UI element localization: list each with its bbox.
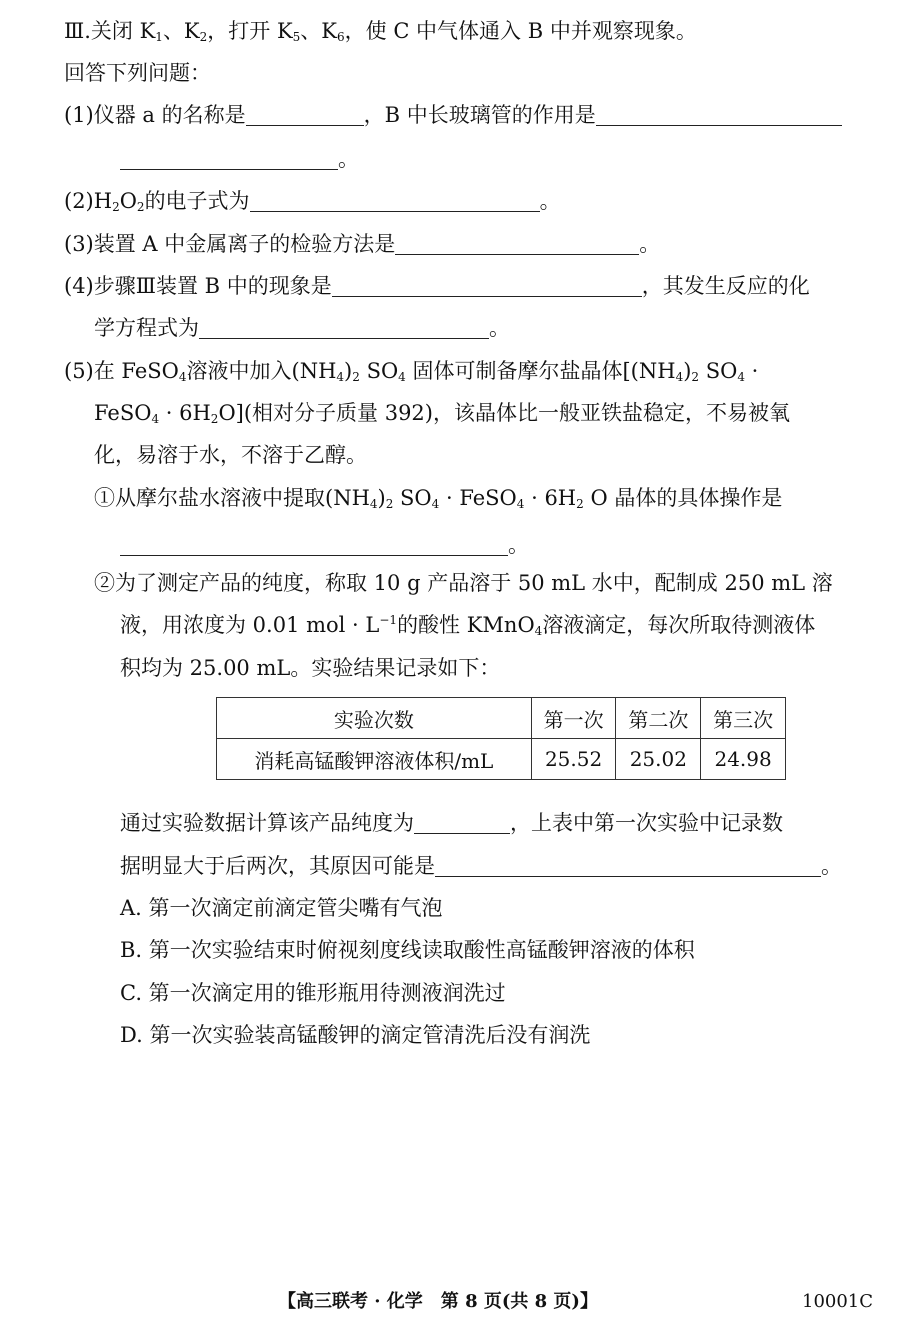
calculation-text-c: 据明显大于后两次，其原因可能是 (120, 854, 435, 878)
answer-blank-4a[interactable] (332, 274, 642, 297)
answer-blank-1b[interactable] (596, 103, 842, 126)
question-4-text-c: 学方程式为 (94, 316, 199, 340)
answer-blank-reason[interactable] (435, 854, 821, 877)
subquestion-2-line-2: 液，用浓度为 0.01 mol · $L^{-1}$的酸性 KMnO$_4$溶液滴定，每次所取待测液体 (120, 613, 816, 638)
subquestion-1-line-2 (120, 530, 529, 560)
option-a: A. 第一次滴定前滴定管尖嘴有气泡 (120, 896, 443, 920)
question-4-text-b: ，其发生反应的化 (641, 274, 810, 298)
period: 。 (821, 854, 842, 878)
answer-prompt: 回答下列问题： (64, 61, 211, 85)
period: 。 (639, 232, 661, 256)
question-1-line-1 (64, 100, 842, 130)
table-header-cell: 第三次 (701, 698, 786, 739)
step-iii-line: Ⅲ.关闭 $K_1$、$K_2$，打开 $K_5$、$K_6$，使 C 中气体通入 B 中并观察现象。 (64, 19, 697, 44)
table-header-cell: 实验次数 (217, 698, 532, 739)
table-header-cell: 第一次 (531, 698, 616, 739)
table-header-row (217, 698, 786, 739)
results-table (216, 697, 786, 780)
answer-blank-4b[interactable] (199, 316, 489, 339)
table-cell: 25.52 (531, 739, 616, 780)
calculation-line-1 (120, 808, 783, 838)
table-row-label: 消耗高锰酸钾溶液体积/mL (217, 739, 532, 780)
question-2-line (64, 186, 561, 216)
table-header-cell: 第二次 (616, 698, 701, 739)
table-row (217, 739, 786, 780)
table-cell: 24.98 (701, 739, 786, 780)
question-2-text: $(2)H_2O_2$的电子式为 (64, 189, 250, 214)
answer-blank-2[interactable] (250, 189, 540, 212)
answer-blank-3[interactable] (395, 232, 639, 255)
footer-code: 10001C (802, 1291, 874, 1312)
answer-blank-1c[interactable] (120, 147, 338, 170)
answer-blank-purity[interactable] (414, 811, 510, 834)
question-1-line-2 (120, 144, 359, 174)
answer-blank-1a[interactable] (246, 103, 364, 126)
subquestion-1-line-1: ①从摩尔盐水溶液中提取$(NH_4)_2$ $SO_4$ · FeSO$_4$ · $6H_2$ O 晶体的具体操作是 (94, 486, 783, 511)
question-1-text-b: ，B 中长玻璃管的作用是 (363, 103, 596, 127)
footer-title: 【高三联考 · 化学 第 8 页(共 8 页)】 (278, 1291, 598, 1312)
question-5-line-2: FeSO$_4$ · $6H_2O$](相对分子质量 392)，该晶体比一般亚铁盐稳定，不易被氧 (94, 401, 790, 426)
answer-blank-5-1[interactable] (120, 533, 508, 556)
subquestion-2-line-1: ②为了测定产品的纯度，称取 10 g 产品溶于 50 mL 水中，配制成 250 mL 溶 (94, 571, 833, 595)
question-3-line (64, 229, 660, 259)
calculation-text-b: ，上表中第一次实验中记录数 (510, 811, 783, 835)
period: 。 (338, 147, 359, 171)
question-1-text-a: (1)仪器 a 的名称是 (64, 103, 246, 127)
question-4-line-1 (64, 271, 810, 301)
question-3-text: (3)装置 A 中金属离子的检验方法是 (64, 232, 396, 256)
question-5-line-3: 化，易溶于水，不溶于乙醇。 (94, 443, 367, 467)
subquestion-2-line-3: 积均为 25.00 mL。实验结果记录如下： (120, 656, 501, 680)
option-d: D. 第一次实验装高锰酸钾的滴定管清洗后没有润洗 (120, 1023, 591, 1047)
question-5-line-1: (5)在 FeSO$_4$溶液中加入$(NH_4)_2$ $SO_4$ 固体可制备摩尔盐晶体[$(NH_4)_2$ $SO_4$ · (64, 359, 759, 384)
option-b: B. 第一次实验结束时俯视刻度线读取酸性高锰酸钾溶液的体积 (120, 938, 695, 962)
period: 。 (489, 316, 510, 340)
calculation-line-2 (120, 851, 842, 881)
question-4-text-a: (4)步骤Ⅲ装置 B 中的现象是 (64, 274, 332, 298)
calculation-text-a: 通过实验数据计算该产品纯度为 (120, 811, 414, 835)
table-cell: 25.02 (616, 739, 701, 780)
period: 。 (508, 533, 529, 557)
period: 。 (539, 189, 561, 213)
question-4-line-2 (94, 313, 510, 343)
option-c: C. 第一次滴定用的锥形瓶用待测液润洗过 (120, 981, 506, 1005)
